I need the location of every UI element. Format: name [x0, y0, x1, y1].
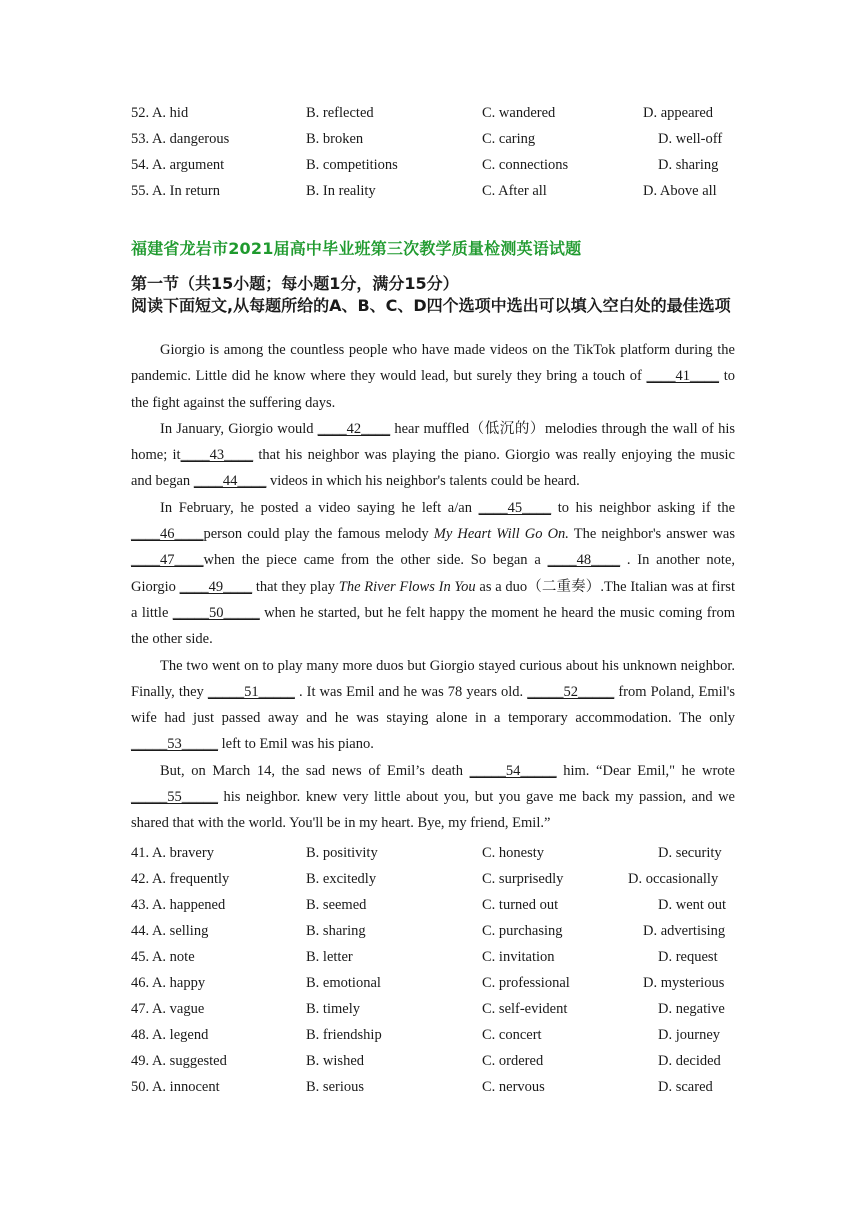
- option-d: D. sharing: [658, 157, 719, 173]
- blank-41: ____41____: [646, 368, 720, 385]
- option-a: 52. A. hid: [131, 105, 189, 121]
- blank-51: _____51_____: [207, 683, 295, 700]
- blank-50: _____50_____: [172, 604, 260, 621]
- text: to his neighbor asking if the: [551, 499, 735, 516]
- text: when he started, but he felt happy the moment he heard the music coming from the other side.: [131, 604, 735, 648]
- instructions: 阅读下面短文,从每题所给的A、B、C、D四个选项中选出可以填入空白处的最佳选项: [131, 296, 731, 315]
- option-c: C. caring: [482, 131, 536, 147]
- text: In February, he posted a video saying he left a/an: [160, 499, 479, 516]
- option-c: C. concert: [482, 1027, 542, 1043]
- blank-55: _____55_____: [131, 789, 218, 806]
- paragraph-1: [131, 337, 735, 416]
- exam-title: 福建省龙岩市2021届高中毕业班第三次教学质量检测英语试题: [131, 239, 582, 258]
- option-a: 46. A. happy: [131, 975, 206, 991]
- option-b: B. sharing: [306, 923, 366, 939]
- option-row-41: [0, 840, 860, 866]
- option-b: B. broken: [306, 131, 364, 147]
- blank-53: _____53_____: [131, 736, 218, 753]
- option-d: D. journey: [658, 1027, 721, 1043]
- text: left to Emil was his piano.: [218, 736, 374, 753]
- text: In January, Giorgio would: [160, 420, 318, 437]
- text: The neighbor's answer was: [568, 526, 735, 543]
- option-d: D. security: [658, 845, 722, 861]
- blank-43: ____43____: [180, 447, 254, 464]
- blank-46: ____46____: [131, 526, 204, 543]
- option-b: B. In reality: [306, 183, 376, 199]
- option-c: C. purchasing: [482, 923, 563, 939]
- option-a: 54. A. argument: [131, 157, 225, 173]
- option-d: D. advertising: [643, 923, 726, 939]
- option-row-55: [0, 178, 860, 204]
- option-d: D. mysterious: [643, 975, 725, 991]
- option-row-48: [0, 1022, 860, 1048]
- option-b: B. competitions: [306, 157, 398, 173]
- option-row-47: [0, 996, 860, 1022]
- option-row-49: [0, 1048, 860, 1074]
- option-c: C. professional: [482, 975, 570, 991]
- option-b: B. letter: [306, 949, 353, 965]
- section-heading: 第一节（共15小题；每小题1分，满分15分）: [131, 274, 459, 293]
- option-a: 53. A. dangerous: [131, 131, 230, 147]
- option-row-53: [0, 126, 860, 152]
- option-row-50: [0, 1074, 860, 1100]
- option-d: D. decided: [658, 1053, 721, 1069]
- option-d: D. negative: [658, 1001, 725, 1017]
- text: hear muffled（低沉的）melodies through the wall of his home; it: [131, 420, 735, 464]
- blank-47: ____47____: [131, 552, 204, 569]
- paragraph-4: [131, 653, 735, 758]
- option-row-45: [0, 944, 860, 970]
- paragraph-5: [131, 758, 735, 837]
- text: person could play the famous melody: [203, 526, 434, 543]
- option-c: C. surprisedly: [482, 871, 564, 887]
- blank-48: ____48____: [547, 552, 621, 569]
- text: Giorgio is among the countless people who have made videos on the TikTok platform during the pandemic. Little did he know where they would lead, but surely they bring a touch of: [131, 342, 735, 385]
- option-d: D. went out: [658, 897, 727, 913]
- text: from Poland, Emil's wife had just passed away and he was staying alone in a temporary accommodation. The only: [131, 683, 735, 727]
- option-row-52: [0, 100, 860, 126]
- option-a: 48. A. legend: [131, 1027, 209, 1043]
- option-a: 47. A. vague: [131, 1001, 205, 1017]
- option-b: B. excitedly: [306, 871, 377, 887]
- option-d: D. request: [658, 949, 718, 965]
- text: as a duo（二重奏）.The Italian was at first a little: [131, 578, 735, 621]
- option-a: 44. A. selling: [131, 923, 209, 939]
- text: when the piece came from the other side. So began a: [203, 552, 548, 569]
- option-b: B. emotional: [306, 975, 381, 991]
- option-c: C. nervous: [482, 1079, 545, 1095]
- option-a: 45. A. note: [131, 949, 195, 965]
- paragraph-3: [131, 495, 735, 653]
- option-row-43: [0, 892, 860, 918]
- blank-44: ____44____: [193, 473, 267, 490]
- option-c: C. ordered: [482, 1053, 544, 1069]
- option-a: 43. A. happened: [131, 897, 226, 913]
- option-d: D. Above all: [643, 183, 717, 199]
- text: The two went on to play many more duos but Giorgio stayed curious about his unknown neighbor. Finally, they: [131, 657, 735, 700]
- option-d: D. occasionally: [628, 871, 719, 887]
- option-b: B. seemed: [306, 897, 367, 913]
- option-a: 41. A. bravery: [131, 845, 214, 861]
- blank-52: _____52_____: [527, 683, 615, 700]
- option-a: 42. A. frequently: [131, 871, 230, 887]
- text: But, on March 14, the sad news of Emil’s death: [160, 762, 470, 779]
- option-c: C. wandered: [482, 105, 556, 121]
- option-c: C. self-evident: [482, 1001, 568, 1017]
- option-c: C. turned out: [482, 897, 559, 913]
- blank-45: ____45____: [478, 499, 552, 516]
- option-d: D. scared: [658, 1079, 713, 1095]
- text: . It was Emil and he was 78 years old.: [294, 683, 528, 700]
- blank-49: ____49____: [179, 578, 253, 595]
- option-b: B. wished: [306, 1053, 364, 1069]
- text: to the fight against the suffering days.: [131, 368, 735, 411]
- option-c: C. After all: [482, 183, 547, 199]
- option-c: C. honesty: [482, 845, 545, 861]
- text: his neighbor. knew very little about you, but you gave me back my passion, and we shared that with the world. You'll be in my heart. Bye, my friend, Emil.”: [131, 789, 735, 832]
- option-b: B. reflected: [306, 105, 374, 121]
- option-d: D. well-off: [658, 131, 723, 147]
- option-row-46: [0, 970, 860, 996]
- text: that they play: [252, 578, 339, 595]
- option-row-42: [0, 866, 860, 892]
- text: . In another note, Giorgio: [131, 552, 736, 595]
- option-b: B. positivity: [306, 845, 378, 861]
- option-row-44: [0, 918, 860, 944]
- option-a: 55. A. In return: [131, 183, 220, 199]
- option-c: C. connections: [482, 157, 569, 173]
- text: him. “Dear Emil," he wrote: [556, 762, 735, 779]
- option-a: 49. A. suggested: [131, 1053, 227, 1069]
- text: that his neighbor was playing the piano. Giorgio was really enjoying the music and began: [131, 447, 735, 490]
- song-title: My Heart Will Go On.: [433, 526, 569, 543]
- option-b: B. friendship: [306, 1027, 382, 1043]
- blank-42: ____42____: [317, 420, 391, 437]
- option-row-54: [0, 152, 860, 178]
- reading-passage: [131, 337, 735, 837]
- option-a: 50. A. innocent: [131, 1079, 220, 1095]
- option-b: B. timely: [306, 1001, 360, 1017]
- paragraph-2: [131, 416, 735, 495]
- blank-54: _____54_____: [469, 762, 557, 779]
- option-b: B. serious: [306, 1079, 364, 1095]
- option-c: C. invitation: [482, 949, 555, 965]
- song-title: The River Flows In You: [338, 578, 476, 595]
- text: videos in which his neighbor's talents could be heard.: [266, 473, 580, 490]
- option-d: D. appeared: [643, 105, 714, 121]
